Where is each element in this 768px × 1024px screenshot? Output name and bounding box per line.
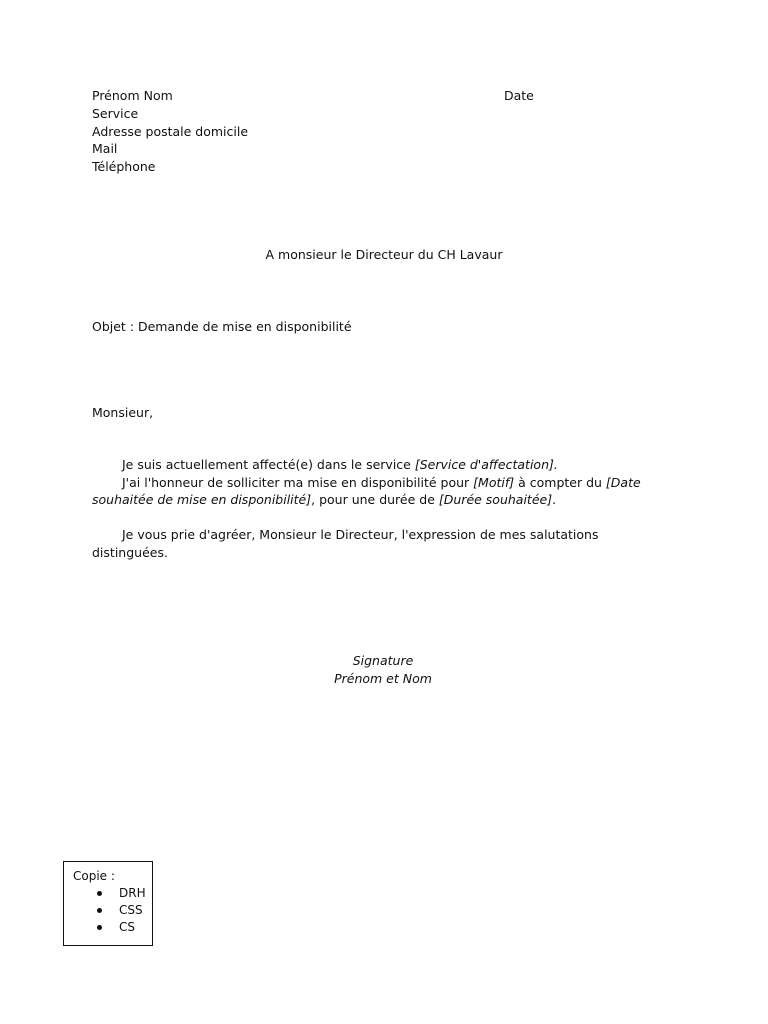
copy-label: Copie : bbox=[73, 869, 115, 883]
salutation: Monsieur, bbox=[92, 405, 154, 420]
subject-line: Objet : Demande de mise en disponibilité bbox=[92, 319, 352, 334]
signature-name: Prénom et Nom bbox=[334, 670, 432, 686]
letter-body bbox=[92, 456, 652, 561]
recipient-line: A monsieur le Directeur du CH Lavaur bbox=[265, 247, 503, 262]
bullet-icon bbox=[97, 925, 102, 930]
signature-block bbox=[0, 652, 766, 687]
copy-box bbox=[63, 861, 153, 946]
signature-label: Signature bbox=[352, 653, 414, 668]
bullet-icon bbox=[97, 908, 102, 913]
sender-block bbox=[92, 87, 248, 176]
body-paragraph-service: Je suis actuellement affecté(e) dans le service [Service d'affectation]. bbox=[122, 457, 558, 472]
list-item: CS bbox=[64, 919, 146, 936]
sender-name: Prénom Nom bbox=[92, 88, 173, 103]
body-paragraph-request: J'ai l'honneur de solliciter ma mise en disponibilité pour [Motif] à compter du [Date souhaitée de mise en disponibilité], pour une durée de [Durée souhaitée]. bbox=[92, 474, 641, 507]
sender-address: Adresse postale domicile bbox=[92, 123, 249, 139]
placeholder-service: [Service d'affectation]. bbox=[414, 457, 558, 472]
placeholder-date: [Date souhaitée de mise en disponibilité] bbox=[92, 474, 641, 507]
bullet-icon bbox=[97, 891, 102, 896]
copy-list bbox=[64, 885, 146, 936]
placeholder-motif: [Motif] bbox=[473, 474, 515, 490]
sender-mail: Mail bbox=[92, 141, 118, 157]
sender-phone: Téléphone bbox=[92, 159, 156, 175]
sender-service: Service bbox=[92, 105, 139, 121]
placeholder-duree: [Durée souhaitée] bbox=[438, 492, 553, 507]
letter-date: Date bbox=[504, 88, 534, 103]
list-item: DRH bbox=[64, 885, 146, 902]
list-item: CSS bbox=[64, 902, 146, 919]
body-paragraph-closing: Je vous prie d'agréer, Monsieur le Directeur, l'expression de mes salutations distinguées. bbox=[92, 527, 599, 560]
